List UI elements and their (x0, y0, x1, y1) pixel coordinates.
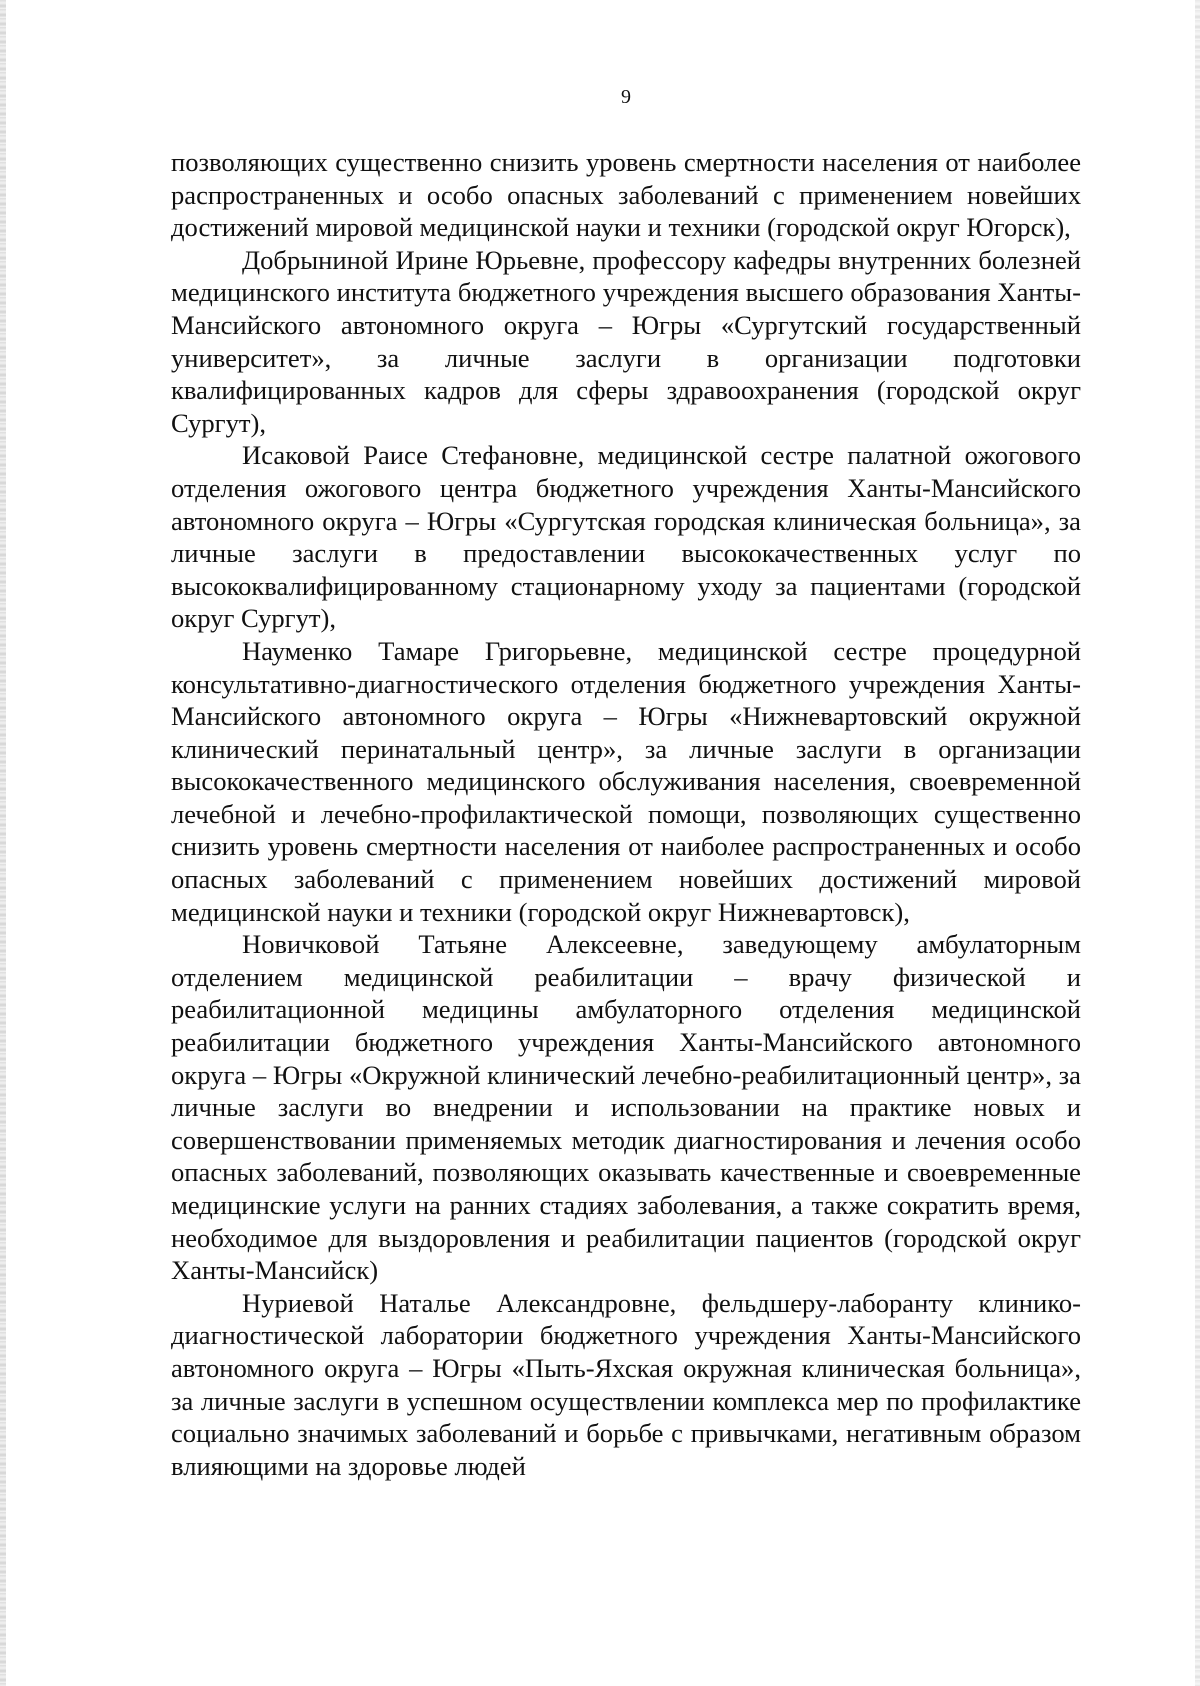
paragraph-continuation: позволяющих существенно снизить уровень смертности населения от наиболее распространенных и особо опасных заболеваний с применением новейших достижений мировой медицинской науки и техники (городской округ Югорск), (171, 147, 1081, 243)
scan-edge-right (1195, 0, 1200, 1686)
paragraph-dobryninoy: Добрыниной Ирине Юрьевне, профессору кафедры внутренних болезней медицинского института бюджетного учреждения высшего образования Ханты-Мансийского автономного округа – Югры «Сургутский государственный университет», за личные заслуги в организации подготовки квалифицированных кадров для сферы здравоохранения (городской округ Сургут), (171, 244, 1081, 438)
page-number: 9 (621, 86, 631, 108)
paragraph-isakovoy: Исаковой Раисе Стефановне, медицинской сестре палатной ожогового отделения ожогового центра бюджетного учреждения Ханты-Мансийского автономного округа – Югры «Сургутская городская клиническая больница», за личные заслуги в предоставлении высококачественных услуг по высококвалифицированному стационарному уходу за пациентами (городской округ Сургут), (171, 440, 1081, 634)
scan-edge-left (0, 0, 6, 1686)
paragraph-nurievoy: Нуриевой Наталье Александровне, фельдшеру-лаборанту клинико-диагностической лаборатории бюджетного учреждения Ханты-Мансийского автономного округа – Югры «Пыть-Яхская окружная клиническая больница», за личные заслуги в успешном осуществлении комплекса мер по профилактике социально значимых заболеваний и борьбе с привычками, негативным образом влияющими на здоровье людей (171, 1287, 1081, 1481)
document-body (171, 146, 1081, 1482)
paragraph-novichkovoy: Новичковой Татьяне Алексеевне, заведующему амбулаторным отделением медицинской реабилитации – врачу физической и реабилитационной медицины амбулаторного отделения медицинской реабилитации бюджетного учреждения Ханты-Мансийского автономного округа – Югры «Окружной клинический лечебно-реабилитационный центр», за личные заслуги во внедрении и использовании на практике новых и совершенствовании применяемых методик диагностирования и лечения особо опасных заболеваний, позволяющих оказывать качественные и своевременные медицинские услуги на ранних стадиях заболевания, а также сократить время, необходимое для выздоровления и реабилитации пациентов (городской округ Ханты-Мансийск) (171, 929, 1081, 1286)
paragraph-naumenko: Науменко Тамаре Григорьевне, медицинской сестре процедурной консультативно-диагностического отделения бюджетного учреждения Ханты-Мансийского автономного округа – Югры «Нижневартовский окружной клинический перинатальный центр», за личные заслуги в организации высококачественного медицинского обслуживания населения, своевременной лечебной и лечебно-профилактической помощи, позволяющих существенно снизить уровень смертности населения от наиболее распространенных и особо опасных заболеваний с применением новейших достижений мировой медицинской науки и техники (городской округ Нижневартовск), (171, 635, 1081, 927)
